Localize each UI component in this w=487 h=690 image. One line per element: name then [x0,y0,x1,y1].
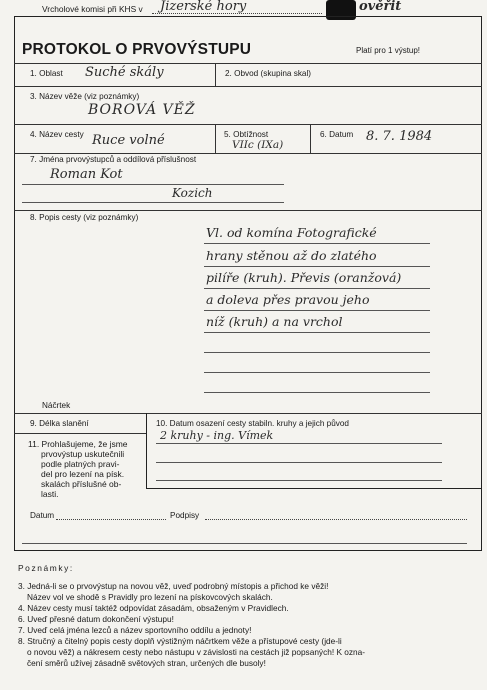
rule-row11-top [14,433,146,434]
field-7-writeline-2 [22,202,284,203]
description-line-2: hrany stěnou až do zlatého [206,248,377,263]
rule-row1-top [14,63,482,64]
signatures-label: Podpisy [170,511,200,520]
description-writeline-2 [204,266,430,267]
commission-dotted-line [152,13,322,14]
declaration-line-2: prvovýstup uskutečnili [41,449,125,459]
declaration-line-4: del pro lezení na písk. [41,469,125,479]
field-9-label: 9. Délka slanění [30,419,89,428]
rule-row8-top [14,210,482,211]
rule-row4-top [14,124,482,125]
date-dotted-line [56,519,166,520]
validity-note: Platí pro 1 výstup! [356,46,421,55]
note-line-1: 3. Jedná-li se o prvovýstup na novou věž, uveď podrobný místopis a přichod ke věži! [18,581,329,591]
field-10-value: 2 kruhy - ing. Vímek [160,429,274,442]
description-line-5: níž (kruh) a na vrchol [206,314,343,329]
field-8-label: 8. Popis cesty (viz poznámky) [30,213,139,222]
form-title: PROTOKOL O PRVOVÝSTUPU [22,41,252,58]
field-1-label: 1. Oblast [30,69,63,78]
rule-row4-divider-b [310,124,311,153]
field-5-label: 5. Obtížnost [224,130,269,139]
field-10-label: 10. Datum osazení cesty stabiln. kruhy a jejich původ [156,419,349,428]
declaration-line-1: 11. Prohlašujeme, že jsme [28,439,128,449]
description-line-1: Vl. od komína Fotografické [206,225,377,240]
date-label: Datum [30,511,55,520]
field-10-writeline-2 [156,462,442,463]
field-1-value: Suché skály [85,65,164,80]
description-writeline-6 [204,352,430,353]
field-3-label: 3. Název věže (viz poznámky) [30,92,140,101]
field-7-value-2: Kozich [172,186,213,200]
field-3-value: BOROVÁ VĚŽ [88,102,196,118]
description-writeline-3 [204,288,430,289]
description-writeline-5 [204,332,430,333]
note-line-4: 6. Uveď přesné datum dokončení výstupu! [18,614,174,624]
declaration-line-3: podle platných pravi- [41,459,120,469]
description-writeline-8 [204,392,430,393]
description-writeline-7 [204,372,430,373]
note-line-8: čení směrů užívej zásadně světových stran, určených dle busoly! [27,658,266,668]
signatures-dotted-line [205,519,467,520]
field-4-value: Ruce volné [92,133,165,148]
description-line-3: pilíře (kruh). Převis (oranžová) [206,270,402,285]
description-writeline-1 [204,243,430,244]
field-10-writeline-3 [156,480,442,481]
note-line-6: 8. Stručný a čitelný popis cesty doplň výstižným náčrtkem věže a přístupové cesty (jde-li [18,636,342,646]
field-7-writeline-1 [22,184,284,185]
note-line-7: o novou věž) a nákresem cesty nebo nástupu v závislosti na cestách již popsaných! K ozna- [27,647,366,657]
note-line-2: Název vol ve shodě s Pravidly pro lezení na pískovcových skalách. [27,592,273,602]
commission-label: Vrcholové komisi při KHS v [42,4,143,14]
rule-row7-top [14,153,482,154]
field-10-writeline-1 [156,443,442,444]
field-7-label: 7. Jména prvovýstupců a oddílová příslušnost [30,155,197,164]
field-2-label: 2. Obvod (skupina skal) [225,69,312,78]
description-writeline-4 [204,310,430,311]
rule-row4-divider-a [215,124,216,153]
declaration-line-5: skalách příslušné ob- [41,479,122,489]
stamp-handwritten: ověřit [359,0,402,14]
description-line-4: a doleva přes pravou jeho [206,292,370,307]
field-5-value: VIIc (IXa) [232,139,284,151]
signatures-writeline [22,543,467,544]
field-6-value: 8. 7. 1984 [366,129,433,144]
declaration-line-6: lasti. [41,489,59,499]
field-4-label: 4. Název cesty [30,130,84,139]
sketch-label: Náčrtek [42,401,71,410]
rule-row1-divider [215,63,216,86]
commission-handwritten: Jizerské hory [160,0,247,14]
field-6-label: 6. Datum [320,130,354,139]
note-line-5: 7. Uveď celá jména lezců a název sportovního oddílu a jednoty! [18,625,252,635]
rule-row3-top [14,86,482,87]
note-line-3: 4. Název cesty musí taktéž odpovídat zásadám, obsaženým v Pravidlech. [18,603,289,613]
field-7-value-1: Roman Kot [50,167,123,182]
notes-heading: Poznámky: [18,563,74,573]
